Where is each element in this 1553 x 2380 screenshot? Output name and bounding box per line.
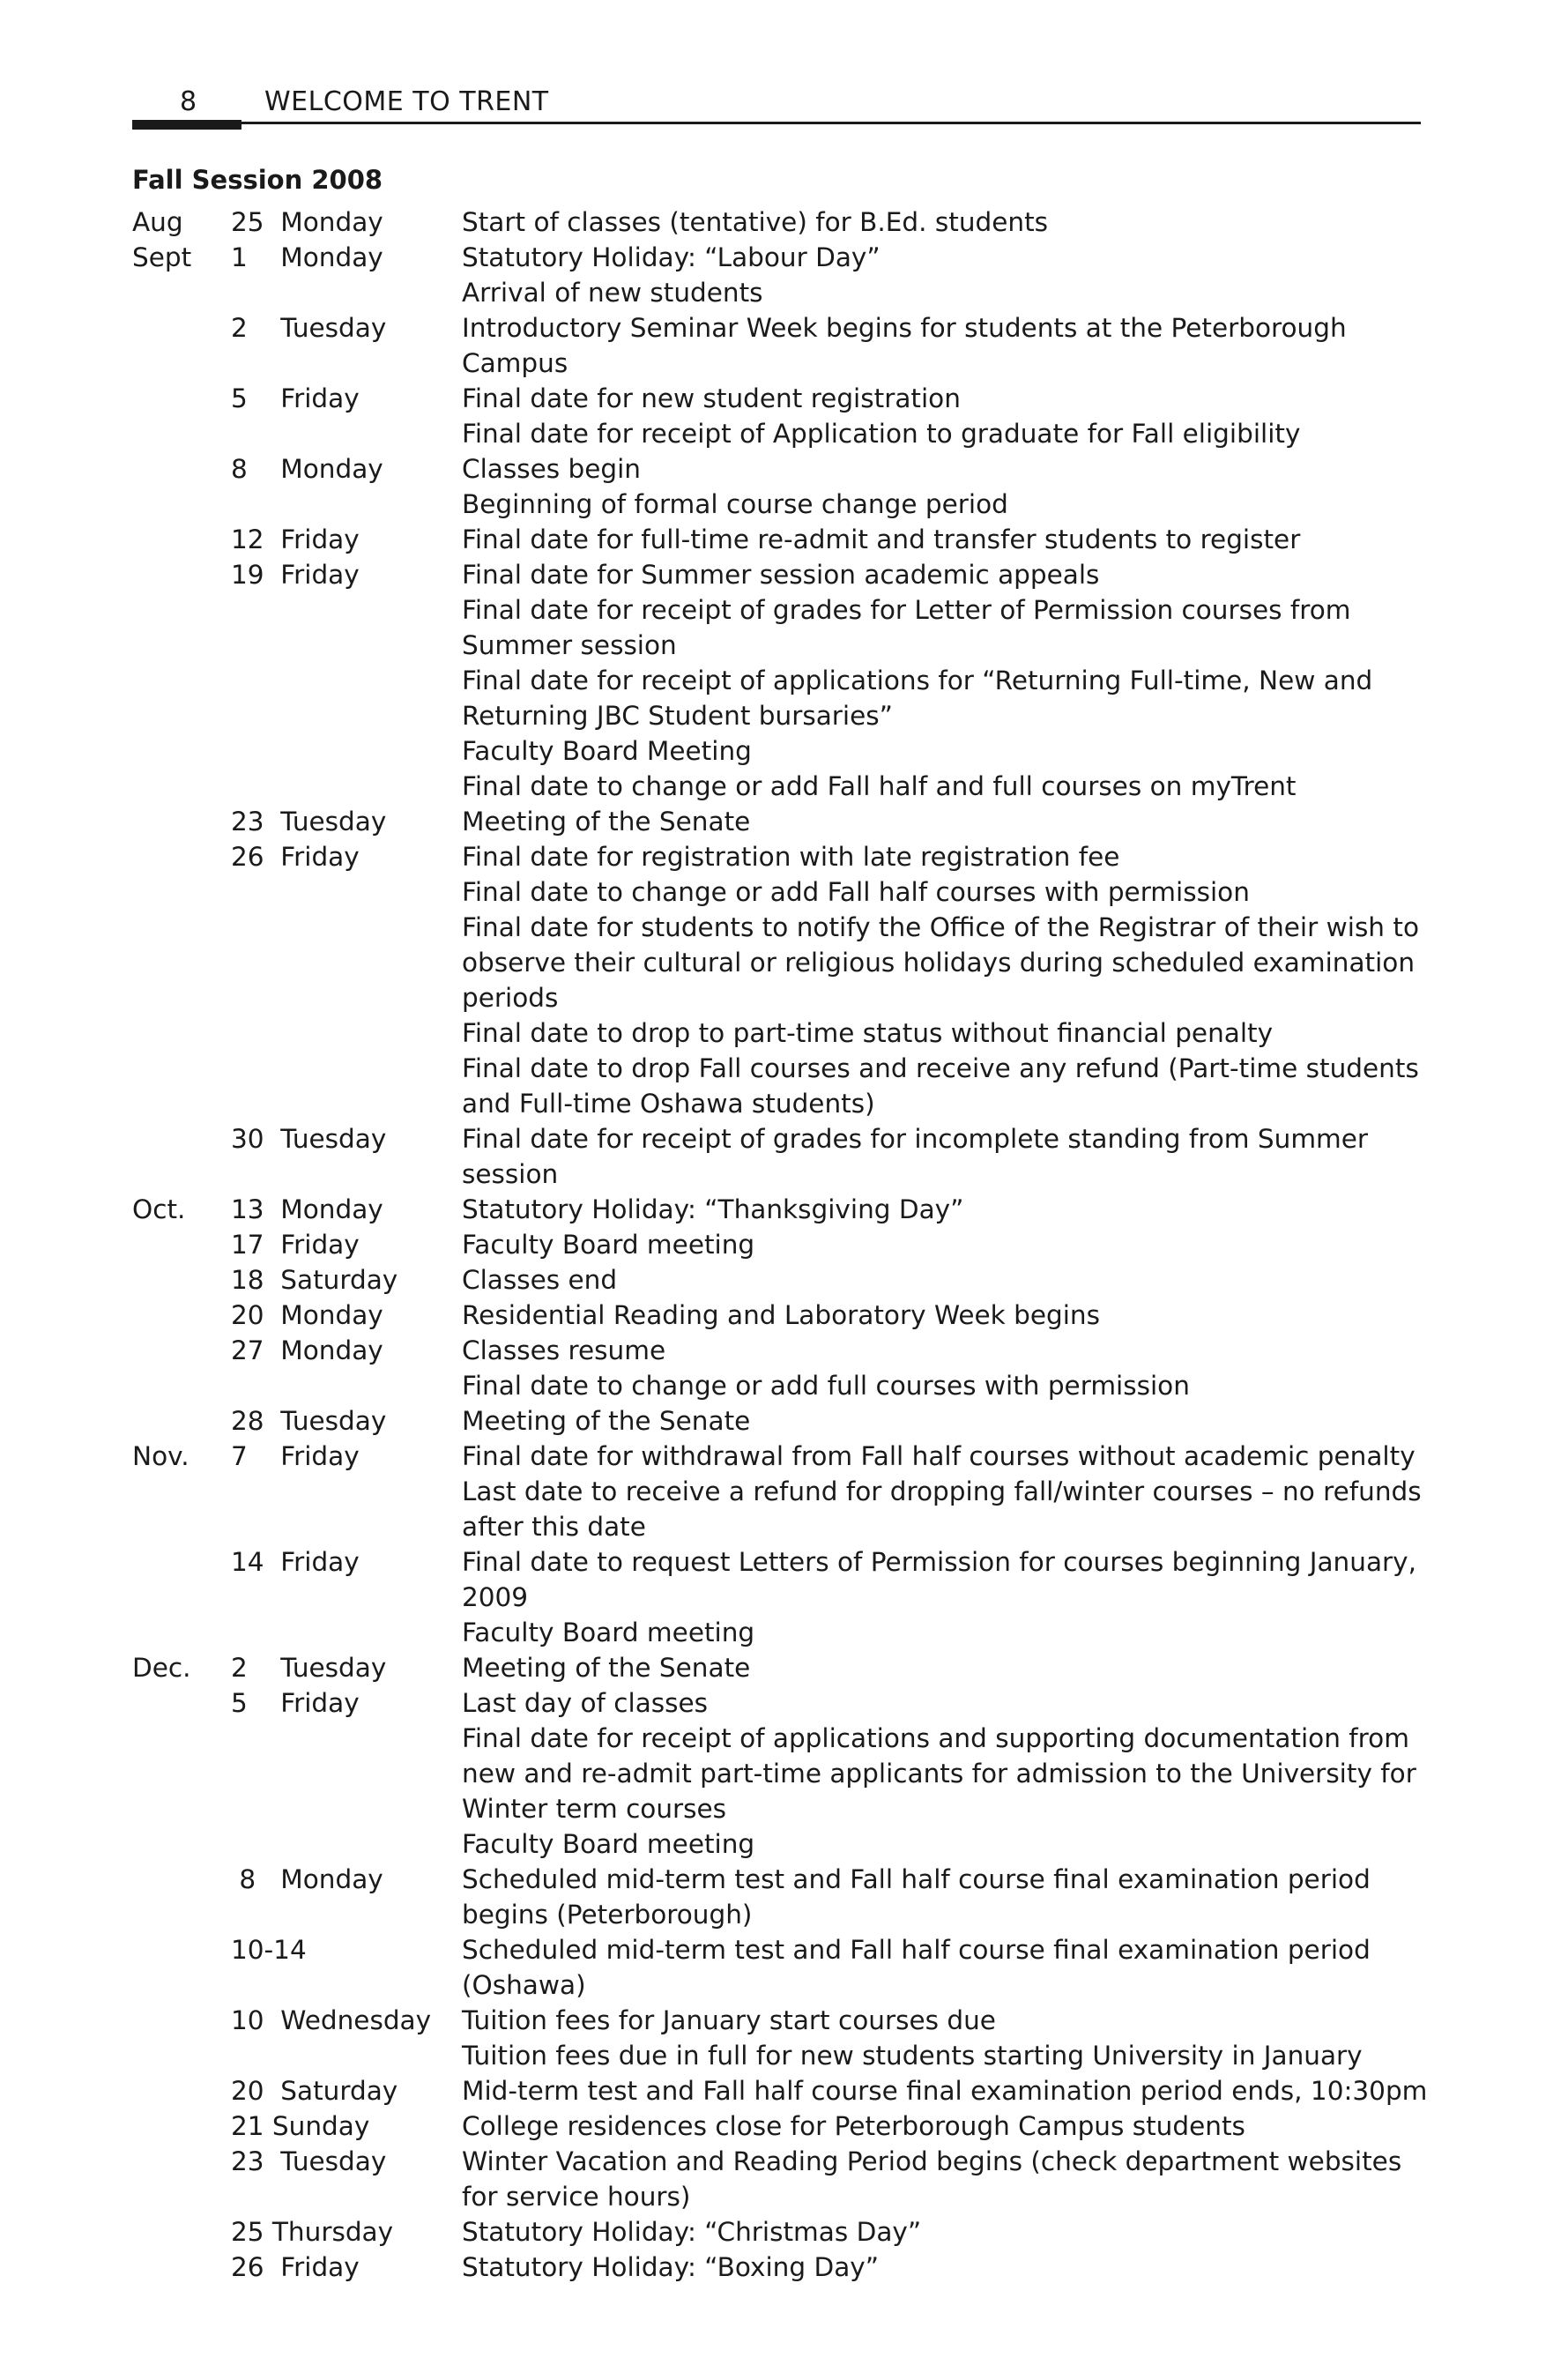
entry-description: Final date for receipt of grades for Letter of Permission courses from Summer session	[462, 595, 1351, 660]
entry-date	[231, 2038, 462, 2073]
calendar-entry	[132, 205, 1428, 240]
page-header	[132, 85, 1421, 129]
entry-month	[132, 416, 231, 451]
entry-description: Final date for receipt of Application to graduate for Fall eligibility	[462, 419, 1301, 449]
entry-month	[132, 522, 231, 557]
calendar-entry	[132, 1685, 1428, 1721]
entry-description: Final date for full-time re-admit and transfer students to register	[462, 524, 1301, 554]
entry-month	[132, 1368, 231, 1403]
entry-date	[231, 275, 462, 310]
entry-description: Faculty Board meeting	[462, 1618, 755, 1647]
entry-month	[132, 874, 231, 910]
entry-month	[132, 1474, 231, 1544]
page-number: 8	[180, 86, 197, 117]
entry-date	[231, 910, 462, 1015]
calendar-entry	[132, 1721, 1428, 1826]
calendar-entry	[132, 1932, 1428, 2003]
calendar-entry	[132, 663, 1428, 733]
entry-month	[132, 804, 231, 839]
calendar-entry	[132, 1544, 1428, 1615]
entry-description: Meeting of the Senate	[462, 1406, 751, 1436]
calendar-entry	[132, 2003, 1428, 2038]
calendar-entry	[132, 2109, 1428, 2144]
calendar-entry	[132, 1051, 1428, 1121]
calendar-entry	[132, 2038, 1428, 2073]
calendar-entry	[132, 557, 1428, 592]
entry-description: Scheduled mid-term test and Fall half course final examination period (Oshawa)	[462, 1935, 1371, 2000]
header-rule	[132, 122, 1421, 124]
entry-description: Meeting of the Senate	[462, 1653, 751, 1683]
entry-description: Tuition fees due in full for new students starting University in January	[462, 2041, 1363, 2071]
entry-month	[132, 275, 231, 310]
entry-description: Final date to change or add Fall half and full courses on myTrent	[462, 771, 1297, 801]
calendar-entry	[132, 1439, 1428, 1474]
entry-date: 5 Friday	[231, 383, 360, 413]
entry-date: 25 Thursday	[231, 2217, 394, 2247]
entry-date: 14 Friday	[231, 1547, 360, 1577]
entry-description: Beginning of formal course change period	[462, 489, 1008, 519]
entry-month	[132, 733, 231, 769]
entry-description: Last day of classes	[462, 1688, 709, 1718]
entry-description: Introductory Seminar Week begins for students at the Peterborough Campus	[462, 313, 1347, 378]
calendar-entry	[132, 592, 1428, 663]
entry-month	[132, 1721, 231, 1826]
entry-date	[231, 1368, 462, 1403]
calendar-entry	[132, 1015, 1428, 1051]
entry-month	[132, 1051, 231, 1121]
entry-description: College residences close for Peterborough Campus students	[462, 2111, 1245, 2141]
entry-description: Scheduled mid-term test and Fall half course final examination period begins (Peterborough)	[462, 1864, 1371, 1930]
calendar-entry	[132, 487, 1428, 522]
entry-date	[231, 1015, 462, 1051]
calendar-entry	[132, 522, 1428, 557]
entry-description: Meeting of the Senate	[462, 807, 751, 837]
entry-month	[132, 769, 231, 804]
entry-month	[132, 1227, 231, 1262]
entry-month	[132, 2214, 231, 2250]
entry-date: 10-14	[231, 1935, 307, 1965]
calendar-entry	[132, 1262, 1428, 1298]
entry-date: 27 Monday	[231, 1335, 383, 1365]
entry-date: 20 Saturday	[231, 2076, 398, 2106]
entry-month	[132, 1015, 231, 1051]
entry-date	[231, 487, 462, 522]
entry-description: Arrival of new students	[462, 278, 763, 308]
calendar-entry	[132, 804, 1428, 839]
entry-date: 18 Saturday	[231, 1265, 398, 1295]
entry-description: Final date for registration with late registration fee	[462, 842, 1120, 872]
entry-description: Final date to request Letters of Permission for courses beginning January, 2009	[462, 1547, 1416, 1612]
entry-month	[132, 1262, 231, 1298]
entry-month	[132, 2003, 231, 2038]
entry-date	[231, 592, 462, 663]
entry-month	[132, 1685, 231, 1721]
entry-description: Faculty Board meeting	[462, 1829, 755, 1859]
entry-date	[231, 769, 462, 804]
entry-description: Final date for withdrawal from Fall half courses without academic penalty	[462, 1441, 1416, 1471]
calendar-entry	[132, 1474, 1428, 1544]
entry-month	[132, 2144, 231, 2214]
calendar-entry	[132, 1298, 1428, 1333]
entry-date: 8 Monday	[231, 1864, 383, 1894]
entry-month: Nov.	[132, 1441, 189, 1471]
entry-date	[231, 1051, 462, 1121]
entry-date	[231, 874, 462, 910]
entry-date	[231, 1615, 462, 1650]
entry-date: 7 Friday	[231, 1441, 360, 1471]
calendar-entry	[132, 874, 1428, 910]
entry-description: Final date for Summer session academic appeals	[462, 560, 1100, 590]
calendar-entry	[132, 769, 1428, 804]
entry-date: 19 Friday	[231, 560, 360, 590]
entry-date: 30 Tuesday	[231, 1124, 387, 1154]
entry-date: 13 Monday	[231, 1194, 383, 1224]
calendar-entry	[132, 275, 1428, 310]
entry-date: 8 Monday	[231, 454, 383, 484]
entry-date	[231, 1826, 462, 1862]
calendar-entry	[132, 1227, 1428, 1262]
calendar-entry	[132, 240, 1428, 275]
entry-month	[132, 1826, 231, 1862]
calendar-entry	[132, 2214, 1428, 2250]
entry-description: Final date for students to notify the Office of the Registrar of their wish to observe their cultural or religious holidays during scheduled examination periods	[462, 912, 1419, 1013]
entry-date: 2 Tuesday	[231, 1653, 387, 1683]
entry-date	[231, 1721, 462, 1826]
entry-month	[132, 1121, 231, 1192]
entry-month	[132, 1862, 231, 1932]
entry-month	[132, 2073, 231, 2109]
entry-description: Faculty Board meeting	[462, 1230, 755, 1260]
entry-month	[132, 1403, 231, 1439]
entry-description: Start of classes (tentative) for B.Ed. students	[462, 207, 1049, 237]
entry-description: Final date to drop to part-time status without financial penalty	[462, 1018, 1274, 1048]
entry-date: 10 Wednesday	[231, 2005, 432, 2035]
entry-month	[132, 2109, 231, 2144]
calendar-entry	[132, 839, 1428, 874]
entry-description: Final date for receipt of applications and supporting documentation from new and re-admit part-time applicants for admission to the University for Winter term courses	[462, 1723, 1416, 1824]
entry-month: Dec.	[132, 1653, 191, 1683]
entry-date	[231, 733, 462, 769]
entry-month: Aug	[132, 207, 183, 237]
entry-description: Final date to change or add Fall half courses with permission	[462, 877, 1250, 907]
entry-month	[132, 487, 231, 522]
entry-description: Final date for new student registration	[462, 383, 961, 413]
entry-description: Winter Vacation and Reading Period begins (check department websites for service hours)	[462, 2146, 1402, 2212]
running-title: WELCOME TO TRENT	[264, 86, 549, 117]
entry-month	[132, 592, 231, 663]
session-title: Fall Session 2008	[132, 165, 383, 195]
entry-description: Mid-term test and Fall half course final examination period ends, 10:30pm	[462, 2076, 1428, 2106]
entry-date: 26 Friday	[231, 2252, 360, 2282]
calendar-entry	[132, 416, 1428, 451]
entry-month	[132, 381, 231, 416]
entry-date: 21 Sunday	[231, 2111, 370, 2141]
entry-date	[231, 663, 462, 733]
entry-date: 2 Tuesday	[231, 313, 387, 343]
entry-date: 25 Monday	[231, 207, 383, 237]
entry-month	[132, 910, 231, 1015]
calendar-entry	[132, 1333, 1428, 1368]
entry-description: Final date to change or add full courses with permission	[462, 1371, 1190, 1401]
entry-date: 23 Tuesday	[231, 807, 387, 837]
entry-date	[231, 1474, 462, 1544]
entry-description: Statutory Holiday: “Christmas Day”	[462, 2217, 922, 2247]
entry-description: Tuition fees for January start courses due	[462, 2005, 996, 2035]
calendar-entry	[132, 733, 1428, 769]
entry-description: Statutory Holiday: “Thanksgiving Day”	[462, 1194, 964, 1224]
entry-description: Statutory Holiday: “Labour Day”	[462, 242, 881, 272]
calendar-entry	[132, 1192, 1428, 1227]
calendar-list	[132, 205, 1428, 2285]
entry-date: 26 Friday	[231, 842, 360, 872]
entry-description: Faculty Board Meeting	[462, 736, 752, 766]
entry-description: Statutory Holiday: “Boxing Day”	[462, 2252, 880, 2282]
entry-month	[132, 1932, 231, 2003]
calendar-entry	[132, 1368, 1428, 1403]
calendar-entry	[132, 381, 1428, 416]
entry-date: 17 Friday	[231, 1230, 360, 1260]
entry-date: 1 Monday	[231, 242, 383, 272]
calendar-entry	[132, 310, 1428, 381]
entry-date	[231, 416, 462, 451]
calendar-entry	[132, 1615, 1428, 1650]
entry-month	[132, 2038, 231, 2073]
entry-month: Sept	[132, 242, 192, 272]
calendar-entry	[132, 1862, 1428, 1932]
entry-description: Classes end	[462, 1265, 618, 1295]
entry-description: Final date for receipt of applications for “Returning Full-time, New and Returning JBC Student bursaries”	[462, 666, 1373, 731]
calendar-entry	[132, 1650, 1428, 1685]
entry-month	[132, 310, 231, 381]
calendar-entry	[132, 1121, 1428, 1192]
entry-description: Classes begin	[462, 454, 641, 484]
entry-month: Oct.	[132, 1194, 186, 1224]
entry-month	[132, 451, 231, 487]
entry-month	[132, 1333, 231, 1368]
entry-month	[132, 1544, 231, 1615]
calendar-entry	[132, 451, 1428, 487]
entry-date: 20 Monday	[231, 1300, 383, 1330]
calendar-entry	[132, 1403, 1428, 1439]
entry-date: 12 Friday	[231, 524, 360, 554]
entry-month	[132, 557, 231, 592]
entry-month	[132, 1615, 231, 1650]
entry-description: Residential Reading and Laboratory Week begins	[462, 1300, 1101, 1330]
entry-month	[132, 1298, 231, 1333]
entry-month	[132, 2250, 231, 2285]
entry-description: Last date to receive a refund for dropping fall/winter courses – no refunds after this date	[462, 1476, 1422, 1542]
entry-date: 28 Tuesday	[231, 1406, 387, 1436]
calendar-entry	[132, 1826, 1428, 1862]
calendar-entry	[132, 2073, 1428, 2109]
calendar-entry	[132, 910, 1428, 1015]
calendar-entry	[132, 2250, 1428, 2285]
entry-month	[132, 839, 231, 874]
entry-description: Final date for receipt of grades for incomplete standing from Summer session	[462, 1124, 1369, 1189]
calendar-entry	[132, 2144, 1428, 2214]
entry-month	[132, 663, 231, 733]
entry-date: 23 Tuesday	[231, 2146, 387, 2176]
entry-description: Classes resume	[462, 1335, 666, 1365]
entry-description: Final date to drop Fall courses and receive any refund (Part-time students and Full-time Oshawa students)	[462, 1053, 1419, 1119]
entry-date: 5 Friday	[231, 1688, 360, 1718]
